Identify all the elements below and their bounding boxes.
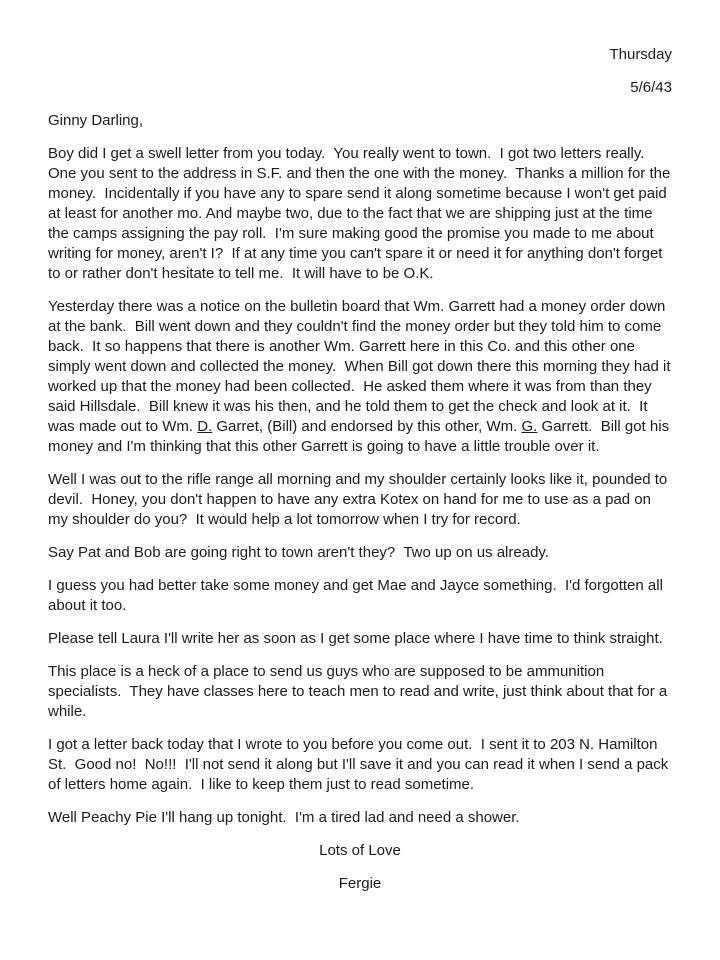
underlined-text: G. — [521, 418, 538, 435]
letter-paragraph — [48, 735, 672, 795]
letter-paragraph — [48, 470, 672, 530]
paragraph-text: Boy did I get a swell letter from you today. You really went to town. I got two letters really. One you sent to the address in S.F. and then the one with the money. Thanks a million for the money. Incidentally if you have any to spare send it along sometime because I won't get paid at least for another mo. And maybe two, due to the fact that we are shipping just at the time the camps assigning the pay roll. I'm sure making good the promise you made to me about writing for money, aren't I? If at any time you can't spare it or need it for anything don't forget to or rather don't hesitate to tell me. It will have to be O.K. — [48, 145, 675, 282]
letter-closing — [48, 841, 672, 894]
letter-paragraph — [48, 543, 672, 563]
paragraph-text: Well I was out to the rifle range all morning and my shoulder certainly looks like it, pounded to devil. Honey, you don't happen to have any extra Kotex on hand for me to use as a pad on my shoulder do you? It would help a lot tomorrow when I try for record. — [48, 471, 672, 528]
letter-paragraph — [48, 629, 672, 649]
letter-body — [48, 144, 675, 828]
paragraph-text: Yesterday there was a notice on the bulletin board that Wm. Garrett had a money order down at the bank. Bill went down and they couldn't find the money order but they told him to come back. It so happens that there is another Wm. Garrett here in this Co. and this other one simply went down and collected the money. When Bill got down there this morning they had it worked up that the money had been collected. He asked them where it was from than they said Hillsdale. Bill knew it was his then, and he told them to get the check and look at it. It was made out to Wm. — [48, 298, 675, 435]
paragraph-text: Well Peachy Pie I'll hang up tonight. I'm a tired lad and need a shower. — [48, 809, 520, 826]
letter-day: Thursday — [609, 46, 672, 63]
letter-paragraph — [48, 297, 675, 457]
paragraph-text: Say Pat and Bob are going right to town aren't they? Two up on us already. — [48, 544, 549, 561]
signature: Fergie — [338, 875, 382, 892]
letter-date: 5/6/43 — [630, 79, 672, 96]
paragraph-text: I guess you had better take some money and get Mae and Jayce something. I'd forgotten all about it too. — [48, 577, 668, 614]
paragraph-text: This place is a heck of a place to send us guys who are supposed to be ammunition specialists. They have classes here to teach men to read and write, just think about that for a while. — [48, 663, 672, 720]
paragraph-text: I got a letter back today that I wrote to you before you come out. I sent it to 203 N. Hamilton St. Good no! No!!! I'll not send it along but I'll save it and you can read it when I send a pack of letters home again. I like to keep them just to read sometime. — [48, 736, 673, 793]
paragraph-text: Garrett. Bill got his money and I'm thinking that this other Garrett is going to have a little trouble over it. — [48, 418, 674, 455]
paragraph-text: Garret, (Bill) and endorsed by this other, Wm. — [212, 418, 522, 435]
paragraph-text: Please tell Laura I'll write her as soon as I get some place where I have time to think straight. — [48, 630, 663, 647]
letter-paragraph — [48, 808, 672, 828]
valediction: Lots of Love — [319, 842, 401, 859]
salutation: Ginny Darling, — [48, 112, 144, 129]
letter-paragraph — [48, 576, 672, 616]
letter-paragraph — [48, 144, 675, 284]
letter-header — [48, 45, 672, 98]
underlined-text: D. — [197, 418, 213, 435]
letter-paragraph — [48, 662, 672, 722]
